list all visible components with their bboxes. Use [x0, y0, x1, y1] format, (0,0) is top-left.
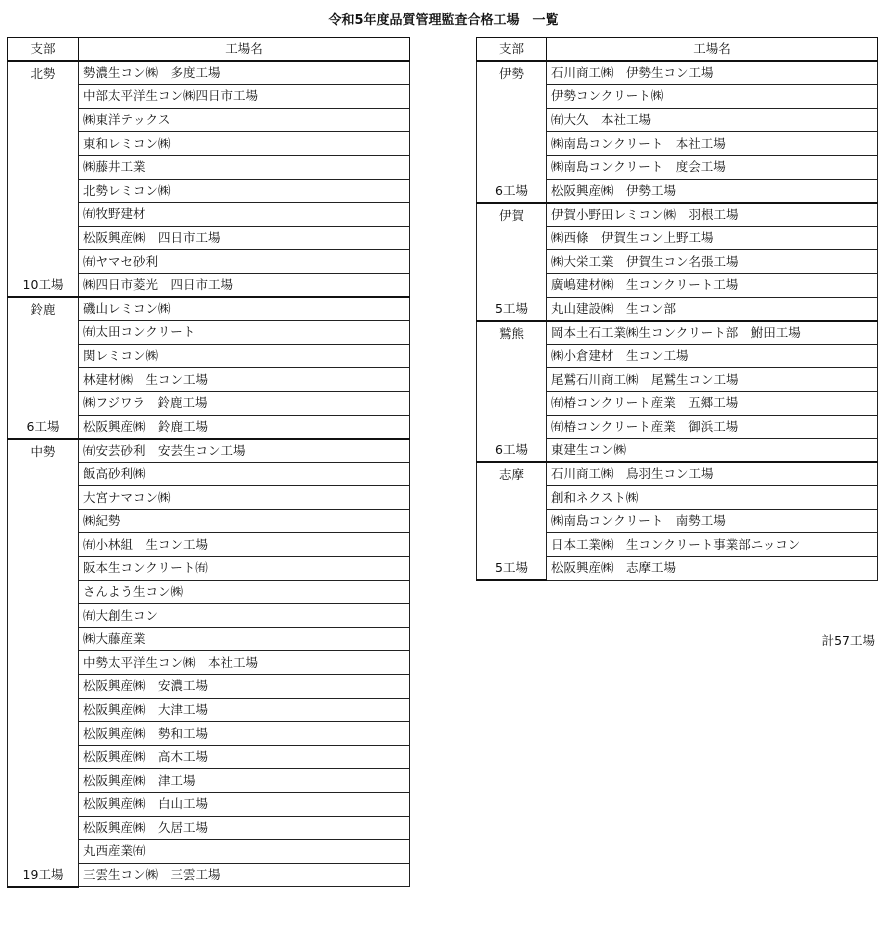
branch-cell [477, 61, 547, 203]
factory-name-cell: 松阪興産㈱ 大津工場 [79, 698, 410, 722]
factory-name-cell: ㈲大創生コン [79, 604, 410, 628]
factory-name-cell: ㈱大藤産業 [79, 627, 410, 651]
factory-name-cell: ㈱西條 伊賀生コン上野工場 [547, 226, 878, 250]
factory-name-cell: ㈲牧野建材 [79, 203, 410, 227]
factory-name-cell: 北勢レミコン㈱ [79, 179, 410, 203]
branch-factory-count: 19工場 [22, 866, 64, 882]
branch-cell [8, 297, 79, 439]
branch-name: 志摩 [498, 467, 524, 483]
factory-column-header: 工場名 [79, 38, 410, 62]
factory-name-cell: ㈲ヤマセ砂利 [79, 250, 410, 274]
factory-name-cell: 松阪興産㈱ 鈴鹿工場 [79, 415, 410, 439]
factory-name-cell: 石川商工㈱ 鳥羽生コン工場 [547, 462, 878, 486]
branch-name: 伊勢 [498, 66, 524, 82]
factory-name-cell: 中勢太平洋生コン㈱ 本社工場 [79, 651, 410, 675]
branch-column-header: 支部 [8, 38, 79, 62]
factory-name-cell: 創和ネクスト㈱ [547, 486, 878, 510]
factory-name-cell: ㈲椿コンクリート産業 御浜工場 [547, 415, 878, 439]
branch-factory-count: 5工場 [495, 560, 528, 576]
factory-name-cell: ㈲太田コンクリート [79, 321, 410, 345]
factory-name-cell: ㈱大栄工業 伊賀生コン名張工場 [547, 250, 878, 274]
factory-name-cell: 阪本生コンクリート㈲ [79, 557, 410, 581]
factory-name-cell: 三雲生コン㈱ 三雲工場 [79, 863, 410, 887]
factory-name-cell: ㈱四日市菱光 四日市工場 [79, 273, 410, 297]
factory-name-cell: ㈱フジワラ 鈴鹿工場 [79, 391, 410, 415]
branch-name: 北勢 [30, 66, 56, 82]
branch-cell [8, 61, 79, 297]
factory-name-cell: ㈲椿コンクリート産業 五郷工場 [547, 391, 878, 415]
factory-name-cell: 廣嶋建材㈱ 生コンクリート工場 [547, 273, 878, 297]
factory-name-cell: さんよう生コン㈱ [79, 580, 410, 604]
table-row [477, 203, 878, 227]
factory-name-cell: 松阪興産㈱ 志摩工場 [547, 557, 878, 581]
factory-name-cell: 磯山レミコン㈱ [79, 297, 410, 321]
factory-name-cell: 東和レミコン㈱ [79, 132, 410, 156]
factory-name-cell: 東建生コン㈱ [547, 439, 878, 463]
factory-table-left [7, 37, 410, 888]
factory-name-cell: 松阪興産㈱ 白山工場 [79, 793, 410, 817]
table-row [8, 297, 410, 321]
branch-cell [477, 203, 547, 321]
table-row [8, 61, 410, 85]
factory-table-right [476, 37, 878, 581]
branch-factory-count: 6工場 [495, 182, 528, 198]
factory-name-cell: 勢濃生コン㈱ 多度工場 [79, 61, 410, 85]
factory-name-cell: 林建材㈱ 生コン工場 [79, 368, 410, 392]
factory-name-cell: 大宮ナマコン㈱ [79, 486, 410, 510]
table-row [477, 61, 878, 85]
table-row [477, 321, 878, 345]
factory-name-cell: 岡本土石工業㈱生コンクリート部 鮒田工場 [547, 321, 878, 345]
branch-name: 中勢 [30, 443, 56, 459]
factory-name-cell: 松阪興産㈱ 四日市工場 [79, 226, 410, 250]
factory-name-cell: 丸西産業㈲ [79, 840, 410, 864]
factory-name-cell: 伊賀小野田レミコン㈱ 羽根工場 [547, 203, 878, 227]
table-row [477, 462, 878, 486]
branch-name: 鷲熊 [498, 325, 524, 341]
branch-factory-count: 6工場 [495, 442, 528, 458]
branch-cell [477, 321, 547, 463]
branch-factory-count: 5工場 [495, 300, 528, 316]
factory-name-cell: ㈱小倉建材 生コン工場 [547, 344, 878, 368]
table-row [8, 439, 410, 463]
page-title: 令和5年度品質管理監査合格工場 一覧 [328, 13, 559, 28]
factory-name-cell: 松阪興産㈱ 勢和工場 [79, 722, 410, 746]
factory-name-cell: 松阪興産㈱ 安濃工場 [79, 675, 410, 699]
branch-name: 鈴鹿 [30, 302, 56, 318]
factory-name-cell: 松阪興産㈱ 伊勢工場 [547, 179, 878, 203]
branch-factory-count: 6工場 [26, 418, 60, 434]
factory-name-cell: 日本工業㈱ 生コンクリート事業部ニッコン [547, 533, 878, 557]
total-count: 計57工場 [821, 633, 875, 648]
factory-name-cell: ㈱東洋テックス [79, 108, 410, 132]
factory-name-cell: 飯高砂利㈱ [79, 462, 410, 486]
factory-name-cell: 伊勢コンクリート㈱ [547, 85, 878, 109]
factory-name-cell: ㈱南島コンクリート 度会工場 [547, 155, 878, 179]
factory-name-cell: ㈲小林組 生コン工場 [79, 533, 410, 557]
factory-name-cell: ㈲安芸砂利 安芸生コン工場 [79, 439, 410, 463]
factory-name-cell: ㈱南島コンクリート 本社工場 [547, 132, 878, 156]
branch-cell [8, 439, 79, 887]
factory-name-cell: ㈱藤井工業 [79, 155, 410, 179]
table-header-row [477, 38, 878, 62]
factory-column-header: 工場名 [547, 38, 878, 62]
factory-name-cell: 丸山建設㈱ 生コン部 [547, 297, 878, 321]
branch-column-header: 支部 [477, 38, 547, 62]
branch-cell [477, 462, 547, 580]
factory-name-cell: 松阪興産㈱ 津工場 [79, 769, 410, 793]
factory-name-cell: 石川商工㈱ 伊勢生コン工場 [547, 61, 878, 85]
factory-name-cell: 松阪興産㈱ 高木工場 [79, 745, 410, 769]
factory-name-cell: 尾鷲石川商工㈱ 尾鷲生コン工場 [547, 368, 878, 392]
table-header-row [8, 38, 410, 62]
factory-name-cell: ㈱紀勢 [79, 509, 410, 533]
branch-factory-count: 10工場 [22, 277, 64, 293]
factory-name-cell: ㈱南島コンクリート 南勢工場 [547, 509, 878, 533]
branch-name: 伊賀 [498, 207, 524, 223]
factory-name-cell: 関レミコン㈱ [79, 344, 410, 368]
factory-name-cell: ㈲大久 本社工場 [547, 108, 878, 132]
factory-name-cell: 中部太平洋生コン㈱四日市工場 [79, 85, 410, 109]
factory-name-cell: 松阪興産㈱ 久居工場 [79, 816, 410, 840]
